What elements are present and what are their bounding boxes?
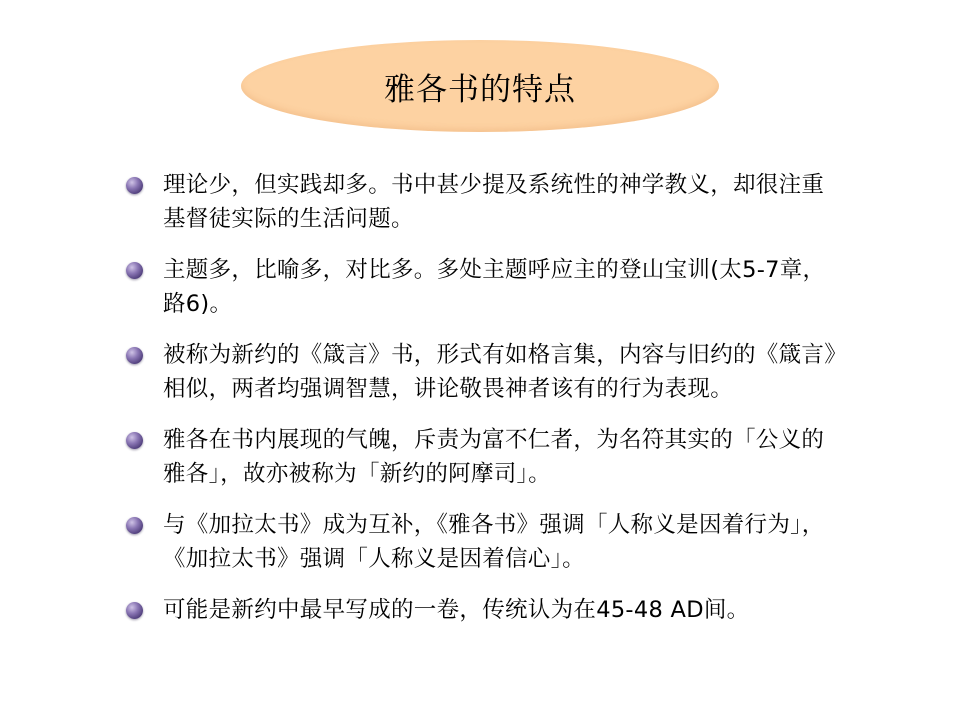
bullet-item xyxy=(126,338,846,406)
slide-title: 雅各书的特点 xyxy=(384,71,576,108)
bullet-text: 主题多，比喻多，对比多。多处主题呼应主的登山宝训(太5-7章，路6)。 xyxy=(163,257,826,317)
bullet-item xyxy=(126,168,846,236)
purple-sphere-bullet-icon xyxy=(126,602,143,619)
purple-sphere-bullet-icon xyxy=(126,262,143,279)
purple-sphere-bullet-icon xyxy=(126,517,143,534)
title-oval xyxy=(241,40,719,132)
purple-sphere-bullet-icon xyxy=(126,347,143,364)
bullet-item xyxy=(126,593,846,627)
bullet-text: 被称为新约的《箴言》书，形式有如格言集，内容与旧约的《箴言》相似，两者均强调智慧，讲论敬畏神者该有的行为表现。 xyxy=(163,342,836,402)
purple-sphere-bullet-icon xyxy=(126,432,143,449)
bullet-text: 理论少，但实践却多。书中甚少提及系统性的神学教义，却很注重基督徒实际的生活问题。 xyxy=(163,172,825,232)
bullet-list xyxy=(126,168,846,644)
bullet-item xyxy=(126,423,846,491)
bullet-text: 与《加拉太书》成为互补，《雅各书》强调「人称义是因着行为」，《加拉太书》强调「人称义是因着信心」。 xyxy=(163,512,825,572)
bullet-text: 可能是新约中最早写成的一卷，传统认为在45-48 AD间。 xyxy=(163,597,750,623)
bullet-item xyxy=(126,508,846,576)
bullet-item xyxy=(126,253,846,321)
bullet-text: 雅各在书内展现的气魄，斥责为富不仁者，为名符其实的「公义的雅各」，故亦被称为「新约的阿摩司」。 xyxy=(163,427,825,487)
purple-sphere-bullet-icon xyxy=(126,177,143,194)
